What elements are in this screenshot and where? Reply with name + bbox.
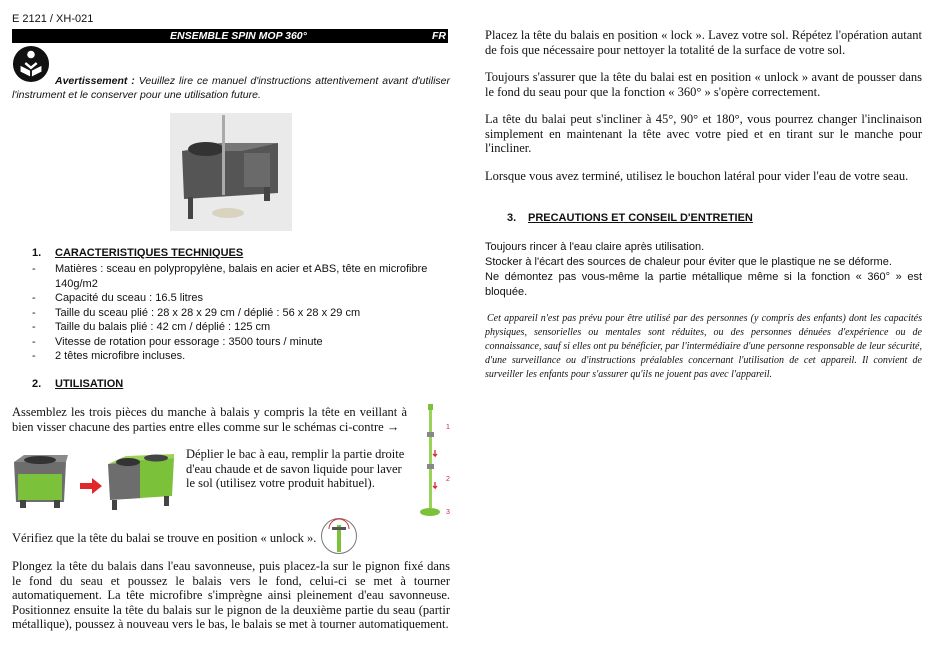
lock-unlock-icon <box>320 517 358 555</box>
section2-heading: UTILISATION <box>55 378 124 390</box>
section2-number: 2. <box>32 378 42 390</box>
care-item: Ne démontez pas vous-même la partie métallique même si la fonction « 360° » est bloquée. <box>485 271 922 298</box>
mop-assembly-diagram <box>415 402 455 524</box>
care-list <box>485 240 922 300</box>
reference-number: E 2121 / XH-021 <box>12 13 94 25</box>
diagram-step-1: 1 <box>446 424 450 431</box>
bullet-dash: - <box>32 292 36 304</box>
spec-item <box>32 320 450 335</box>
language-code: FR <box>432 30 446 42</box>
care-item: Toujours rincer à l'eau claire après utilisation. <box>485 241 705 253</box>
spec-text: 2 têtes microfibre incluses. <box>55 350 186 362</box>
spec-item <box>32 262 450 291</box>
drain-paragraph: Lorsque vous avez terminé, utilisez le bouchon latéral pour vider l'eau de votre seau. <box>485 168 909 183</box>
right-column <box>485 28 922 196</box>
unfolded-bucket-image <box>106 450 176 512</box>
document-title: ENSEMBLE SPIN MOP 360° <box>170 30 307 42</box>
warning-label: Avertissement : <box>55 75 135 87</box>
assemble-paragraph: Assemblez les trois pièces du manche à balais y compris la tête en veillant à bien visser chacune des parties entre elles comme sur le schémas ci-contre → <box>12 405 407 434</box>
bullet-dash: - <box>32 306 36 319</box>
warning-text: Veuillez lire ce manuel d'instructions attentivement avant d'utiliser l'instrument et le conserver pour une utilisation future. <box>12 75 451 101</box>
spec-text: Capacité du sceau : 16.5 litres <box>55 292 203 304</box>
spec-list <box>32 262 450 364</box>
unfold-paragraph: Déplier le bac à eau, remplir la partie droite d'eau chaude et de savon liquide pour laver le sol (utilisez votre produit habituel). <box>186 447 405 490</box>
arrow-right-icon <box>80 478 102 494</box>
section1-heading: CARACTERISTIQUES TECHNIQUES <box>55 247 244 259</box>
diagram-step-3: 3 <box>446 509 450 516</box>
spec-text: Taille du sceau plié : 28 x 28 x 29 cm / déplié : 56 x 28 x 29 cm <box>55 306 361 319</box>
diagram-step-2: 2 <box>446 476 450 483</box>
folded-bucket-image <box>10 452 70 510</box>
lock-paragraph: Placez la tête du balais en position « lock ». Lavez votre sol. Répétez l'opération autant de fois que nécessaire pour nettoyer la totalité de la surface de votre sol. <box>485 28 922 57</box>
spec-item <box>32 306 450 321</box>
section3-heading: PRECAUTIONS ET CONSEIL D'ENTRETIEN <box>528 212 753 224</box>
spec-item <box>32 335 450 350</box>
spec-text: Vitesse de rotation pour essorage : 3500 tours / minute <box>55 335 323 348</box>
bullet-dash: - <box>32 263 36 275</box>
verify-paragraph: Vérifiez que la tête du balai se trouve en position « unlock ». <box>12 531 317 545</box>
plunge-paragraph: Plongez la tête du balais dans l'eau savonneuse, puis placez-la sur le pignon fixé dans le fond du seau et poussez le balais vers le fond, celui-ci se met à tourner automatiquement. La tête microfibre s'imprègne ainsi pleinement d'eau savonneuse. Positionnez ensuite la tête du balais sur le pignon de la deuxième partie du seau (partir métallique), poussez à nouveau vers le bas, le balais se met à tourner automatiquement. <box>12 559 450 631</box>
section1-number: 1. <box>32 247 42 259</box>
bullet-dash: - <box>32 335 36 348</box>
safety-notice: Cet appareil n'est pas prévu pour être utilisé par des personnes (y compris des enfants) dont les capacités physiques, sensorielles ou mentales sont réduites, ou des personnes dénuées d'expérience ou de connaissance, sauf si elles ont pu bénéficier, par l'intermédiaire d'une personne responsable de leur sécurité, d'une surveillance ou d'instructions préalables concernant l'utilisation de cet appareil. Il convient de surveiller les enfants pour s'assurer qu'ils ne jouent pas avec l'appareil. <box>485 313 922 380</box>
care-item: Stocker à l'écart des sources de chaleur pour éviter que le plastique ne se déforme. <box>485 256 892 268</box>
title-bar <box>12 29 448 43</box>
unlock-paragraph: Toujours s'assurer que la tête du balai est en position « unlock » avant de pousser dans le fond du seau pour que la fonction « 360° » s'opère correctement. <box>485 70 922 99</box>
spec-text: Taille du balais plié : 42 cm / déplié : 125 cm <box>55 321 271 333</box>
bullet-dash: - <box>32 321 36 333</box>
warning-paragraph <box>12 74 450 102</box>
product-photo <box>170 113 292 231</box>
spec-item <box>32 349 450 364</box>
bullet-dash: - <box>32 350 36 362</box>
spec-item <box>32 291 450 306</box>
tilt-paragraph: La tête du balai peut s'incliner à 45°, 90° et 180°, vous pourrez changer l'inclinaison simplement en maintenant la tête avec votre pied et en tirant sur le manche pour l'incliner. <box>485 112 922 155</box>
section3-number: 3. <box>507 212 517 224</box>
spec-text: Matières : sceau en polypropylène, balais en acier et ABS, tête en microfibre 140g/m2 <box>55 263 428 290</box>
